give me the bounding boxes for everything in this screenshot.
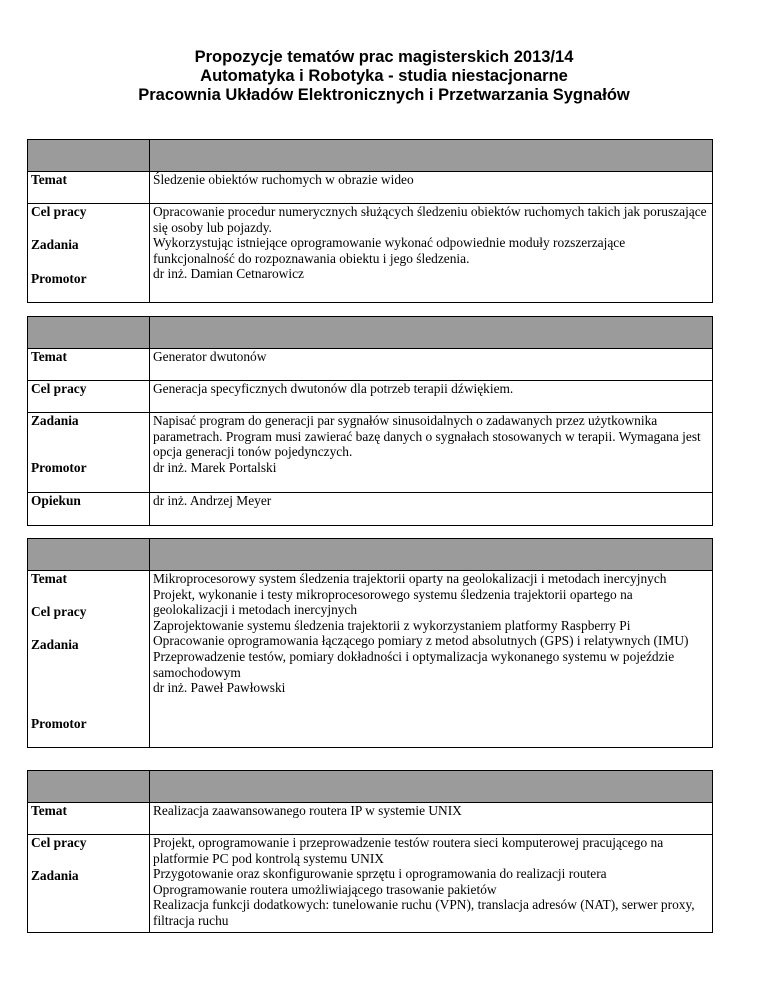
topic-header-band [28,539,713,571]
zadania-item: Przygotowanie oraz skonfigurowanie sprzętu i oprogramowania do realizacji routera [153,866,607,882]
label-temat: Temat [28,349,150,381]
row-temat [28,803,713,835]
details-cell [150,571,713,748]
zadania-item: Zaprojektowanie systemu śledzenia trajektorii z wykorzystaniem platformy Raspberry Pi [153,617,631,633]
label-cel-pracy: Cel pracy [31,604,87,619]
labels-cell [28,571,150,748]
topic-header-band [28,317,713,349]
label-zadania: Zadania [31,413,79,428]
label-opiekun: Opiekun [28,493,150,526]
title-line-1: Propozycje tematów prac magisterskich 2013/14 [194,48,574,66]
zadania-item: Realizacja funkcji dodatkowych: tunelowanie ruchu (VPN), translacja adresów (NAT), serwer proxy, filtracja ruchu [153,897,695,928]
value-promotor: dr inż. Paweł Pawłowski [153,680,286,696]
document-title [0,48,768,105]
row-temat [28,172,713,204]
label-cel-pracy: Cel pracy [31,204,87,219]
value-cel-pracy: Generacja specyficznych dwutonów dla potrzeb terapii dźwiękiem. [150,381,713,413]
label-zadania: Zadania [31,637,79,652]
value-opiekun: dr inż. Andrzej Meyer [150,493,713,526]
value-cel-pracy: Projekt, wykonanie i testy mikroprocesorowego systemu śledzenia trajektorii opartego na geolokalizacji i metodach inercyjnych [153,586,633,618]
label-temat: Temat [31,571,67,586]
label-cel-pracy: Cel pracy [28,381,150,413]
topic-table-3 [27,538,713,748]
label-cel-pracy: Cel pracy [31,835,87,850]
value-cel-pracy: Opracowanie procedur numerycznych służących śledzeniu obiektów ruchomych takich jak poruszające się osoby lub pojazdy. [153,204,707,235]
topic-table-4 [27,770,713,933]
row-opiekun [28,493,713,526]
topic-header-band [28,140,713,172]
labels-cell [28,204,150,303]
details-cell [150,835,713,933]
row-zadania [28,413,713,493]
topic-table-1 [27,139,713,303]
label-temat: Temat [28,803,150,835]
value-temat: Generator dwutonów [150,349,713,381]
value-temat: Śledzenie obiektów ruchomych w obrazie wideo [150,172,713,204]
row-details [28,835,713,933]
label-zadania: Zadania [31,237,79,252]
label-promotor: Promotor [31,271,87,286]
zadania-item: Opracowanie oprogramowania łączącego pomiary z metod absolutnych (GPS) i relatywnych (IMU) [153,633,689,649]
value-zadania: Wykorzystując istniejące oprogramowanie wykonać odpowiednie moduły rozszerzające funkcjonalność do rozpoznawania obiektu i jego śledzenia. [153,235,626,266]
label-zadania: Zadania [31,868,79,883]
label-temat: Temat [28,172,150,204]
value-promotor: dr inż. Damian Cetnarowicz [153,266,304,282]
row-temat [28,349,713,381]
value-promotor: dr inż. Marek Portalski [153,459,277,475]
zadania-item: Przeprowadzenie testów, pomiary dokładności i optymalizacja wykonanego systemu w pojeździe samochodowym [153,648,675,680]
title-line-2: Automatyka i Robotyka - studia niestacjonarne [200,67,568,85]
details-cell [150,204,713,303]
row-details [28,204,713,303]
label-promotor: Promotor [31,716,87,731]
value-temat: Mikroprocesorowy system śledzenia trajektorii oparty na geolokalizacji i metodach inercyjnych [153,571,667,586]
details-cell [150,413,713,493]
labels-cell [28,413,150,493]
row-cel-pracy [28,381,713,413]
value-cel-pracy: Projekt, oprogramowanie i przeprowadzenie testów routera sieci komputerowej pracującego na platformie PC pod kontrolą systemu UNIX [153,835,664,866]
label-promotor: Promotor [31,460,87,475]
labels-cell [28,835,150,933]
zadania-item: Oprogramowanie routera umożliwiającego trasowanie pakietów [153,881,497,897]
title-line-3: Pracownia Układów Elektronicznych i Przetwarzania Sygnałów [138,86,630,104]
topic-header-band [28,771,713,803]
row-details [28,571,713,748]
topic-table-2 [27,316,713,526]
value-zadania: Napisać program do generacji par sygnałów sinusoidalnych o zadawanych przez użytkownika parametrach. Program musi zawierać bazę danych o sygnałach stosowanych w terapii. Wymagana jest opcja generacji tonów pojedynczych. [153,413,701,460]
value-temat: Realizacja zaawansowanego routera IP w systemie UNIX [150,803,713,835]
